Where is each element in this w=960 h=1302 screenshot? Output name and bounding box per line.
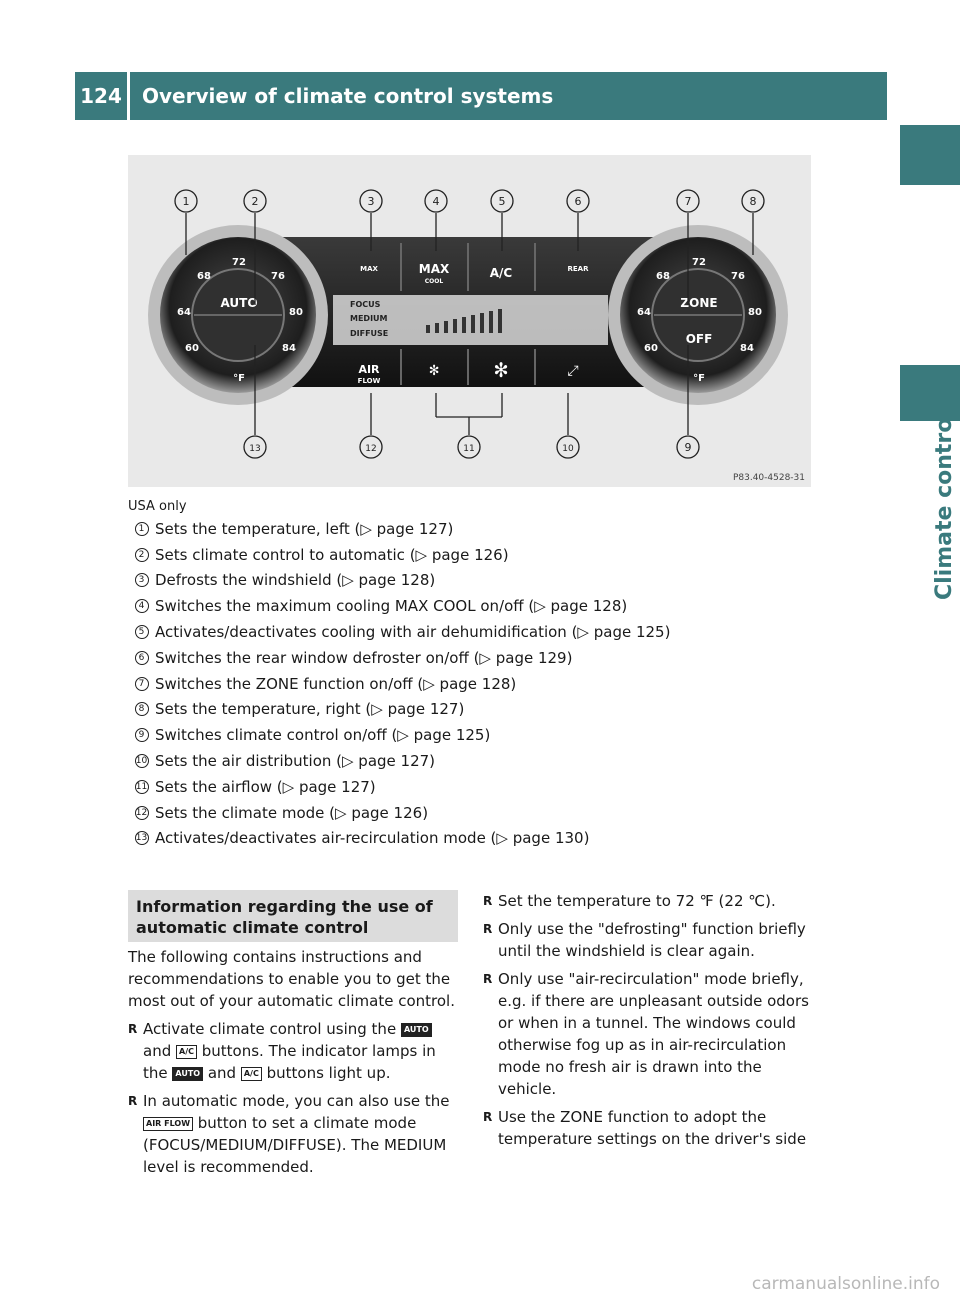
climate-panel-illustration xyxy=(128,155,811,487)
right-tick: 60 xyxy=(644,343,658,354)
ac-button-icon: A/C xyxy=(241,1067,262,1081)
callout-number: 11 xyxy=(463,444,475,454)
legend-number: 9 xyxy=(135,728,149,742)
legend-text: Sets the airflow (▷ page 127) xyxy=(155,777,376,796)
side-marker xyxy=(900,125,960,185)
legend-number: 2 xyxy=(135,548,149,562)
flow-label: FLOW xyxy=(357,377,381,385)
bullet-item: R Use the ZONE function to adopt the temperature settings on the driver's side xyxy=(483,1106,818,1150)
legend-text: Switches climate control on/off (▷ page 125) xyxy=(155,726,491,745)
legend-number: 11 xyxy=(135,781,148,792)
air-flow-button-icon: AIR FLOW xyxy=(143,1117,193,1131)
legend-number: 6 xyxy=(135,651,149,665)
legend-text: Activates/deactivates air-recirculation mode (▷ page 130) xyxy=(155,829,590,848)
legend-item xyxy=(128,619,828,645)
right-column xyxy=(483,890,818,1156)
page-number: 124 xyxy=(80,84,122,108)
left-tick: 60 xyxy=(185,343,199,354)
auto-label: AUTO xyxy=(220,296,258,310)
left-tick: 68 xyxy=(197,271,211,282)
callout-number: 4 xyxy=(432,195,440,208)
right-tick: 72 xyxy=(692,257,706,268)
legend-text: Switches the maximum cooling MAX COOL on/off (▷ page 128) xyxy=(155,597,628,616)
cool-label: COOL xyxy=(424,278,444,285)
legend-text: Sets the climate mode (▷ page 126) xyxy=(155,803,429,822)
legend-text: Activates/deactivates cooling with air dehumidification (▷ page 125) xyxy=(155,623,671,642)
left-tick: 84 xyxy=(282,343,296,354)
right-tick: 80 xyxy=(748,307,762,318)
bullet-item: R Activate climate control using the AUTO and A/C buttons. The indicator lamps in the AUTO and A/C buttons light up. xyxy=(128,1018,463,1084)
rear-label: REAR xyxy=(567,265,589,273)
legend-item xyxy=(128,568,828,594)
mode-medium: MEDIUM xyxy=(350,314,388,323)
legend-text: Sets climate control to automatic (▷ page 126) xyxy=(155,545,509,564)
legend-text: Sets the temperature, right (▷ page 127) xyxy=(155,700,465,719)
legend-item xyxy=(128,645,828,671)
legend-number: 13 xyxy=(135,833,148,844)
air-distribution-icon: ⤢ xyxy=(567,363,579,379)
legend-item xyxy=(128,516,828,542)
callout-number: 7 xyxy=(684,195,692,208)
left-tick: 76 xyxy=(271,271,285,282)
intro-paragraph: The following contains instructions and recommendations to enable you to get the most out of your automatic climate control. xyxy=(128,948,455,1010)
legend-number: 1 xyxy=(135,522,149,536)
legend-text: Sets the air distribution (▷ page 127) xyxy=(155,752,436,771)
mode-focus: FOCUS xyxy=(350,300,381,309)
legend-item xyxy=(128,774,828,800)
fan-high-icon: ✻ xyxy=(493,358,509,382)
ac-button-icon: A/C xyxy=(176,1045,197,1059)
callout-number: 8 xyxy=(749,195,757,208)
left-unit: °F xyxy=(233,373,245,384)
legend-item xyxy=(128,671,828,697)
legend-number: 8 xyxy=(135,702,149,716)
callout-number: 12 xyxy=(365,444,377,454)
defrost-max-label: MAX xyxy=(360,265,378,273)
legend-number: 12 xyxy=(135,807,148,818)
page-title: Overview of climate control systems xyxy=(142,84,554,108)
page-header xyxy=(75,72,887,120)
callout-number: 2 xyxy=(251,195,259,208)
off-label: OFF xyxy=(685,332,713,346)
watermark: carmanualsonline.info xyxy=(751,1274,940,1294)
left-column xyxy=(128,946,463,1184)
max-label: MAX xyxy=(418,262,450,276)
info-heading: Information regarding the use of automatic climate control xyxy=(128,890,458,942)
climate-panel-figure xyxy=(128,155,811,487)
legend-item xyxy=(128,542,828,568)
bullet-item: R Only use "air-recirculation" mode briefly, e.g. if there are unpleasant outside odors or when in a tunnel. The windows could otherwise fog up as in air-recirculation mode no fresh air is drawn into the vehicle. xyxy=(483,968,818,1100)
callout-number: 13 xyxy=(249,444,261,454)
legend-item xyxy=(128,697,828,723)
legend-number: 3 xyxy=(135,573,149,587)
left-tick: 80 xyxy=(289,307,303,318)
auto-button-icon: AUTO xyxy=(172,1067,203,1081)
zone-label: ZONE xyxy=(680,296,718,310)
mode-diffuse: DIFFUSE xyxy=(350,329,389,338)
left-tick: 72 xyxy=(232,257,246,268)
right-unit: °F xyxy=(693,373,705,384)
fan-low-icon: ✻ xyxy=(428,363,440,379)
right-tick: 76 xyxy=(731,271,745,282)
bullet-item: R In automatic mode, you can also use the AIR FLOW button to set a climate mode (FOCUS/MEDIUM/DIFFUSE). The MEDIUM level is recommended. xyxy=(128,1090,463,1178)
bullet-item: R Only use the "defrosting" function briefly until the windshield is clear again. xyxy=(483,918,818,962)
legend-number: 10 xyxy=(135,756,148,767)
air-label: AIR xyxy=(358,363,380,376)
legend-number: 5 xyxy=(135,625,149,639)
legend-text: Switches the ZONE function on/off (▷ page 128) xyxy=(155,674,517,693)
bullet-item: R Set the temperature to 72 ℉ (22 ℃). xyxy=(483,890,818,912)
callout-number: 3 xyxy=(367,195,375,208)
auto-button-icon: AUTO xyxy=(401,1023,432,1037)
callout-number: 6 xyxy=(574,195,582,208)
callout-number: 5 xyxy=(498,195,506,208)
figure-caption: USA only xyxy=(128,499,187,514)
callout-number: 10 xyxy=(562,444,574,454)
legend-number: 7 xyxy=(135,677,149,691)
legend-item xyxy=(128,722,828,748)
right-tick: 64 xyxy=(637,307,651,318)
legend-text: Sets the temperature, left (▷ page 127) xyxy=(155,519,454,538)
legend-item xyxy=(128,748,828,774)
legend-number: 4 xyxy=(135,599,149,613)
legend-text: Defrosts the windshield (▷ page 128) xyxy=(155,571,436,590)
callout-number: 1 xyxy=(182,195,190,208)
left-tick: 64 xyxy=(177,307,191,318)
ac-label: A/C xyxy=(489,266,513,280)
figure-code: P83.40-4528-31 xyxy=(732,473,805,483)
callout-number: 9 xyxy=(684,441,692,454)
section-label: Climate control xyxy=(932,410,957,600)
legend-item xyxy=(128,593,828,619)
legend-text: Switches the rear window defroster on/off (▷ page 129) xyxy=(155,648,573,667)
legend-item xyxy=(128,826,828,852)
right-tick: 68 xyxy=(656,271,670,282)
legend-list xyxy=(128,516,828,851)
right-tick: 84 xyxy=(740,343,754,354)
legend-item xyxy=(128,800,828,826)
